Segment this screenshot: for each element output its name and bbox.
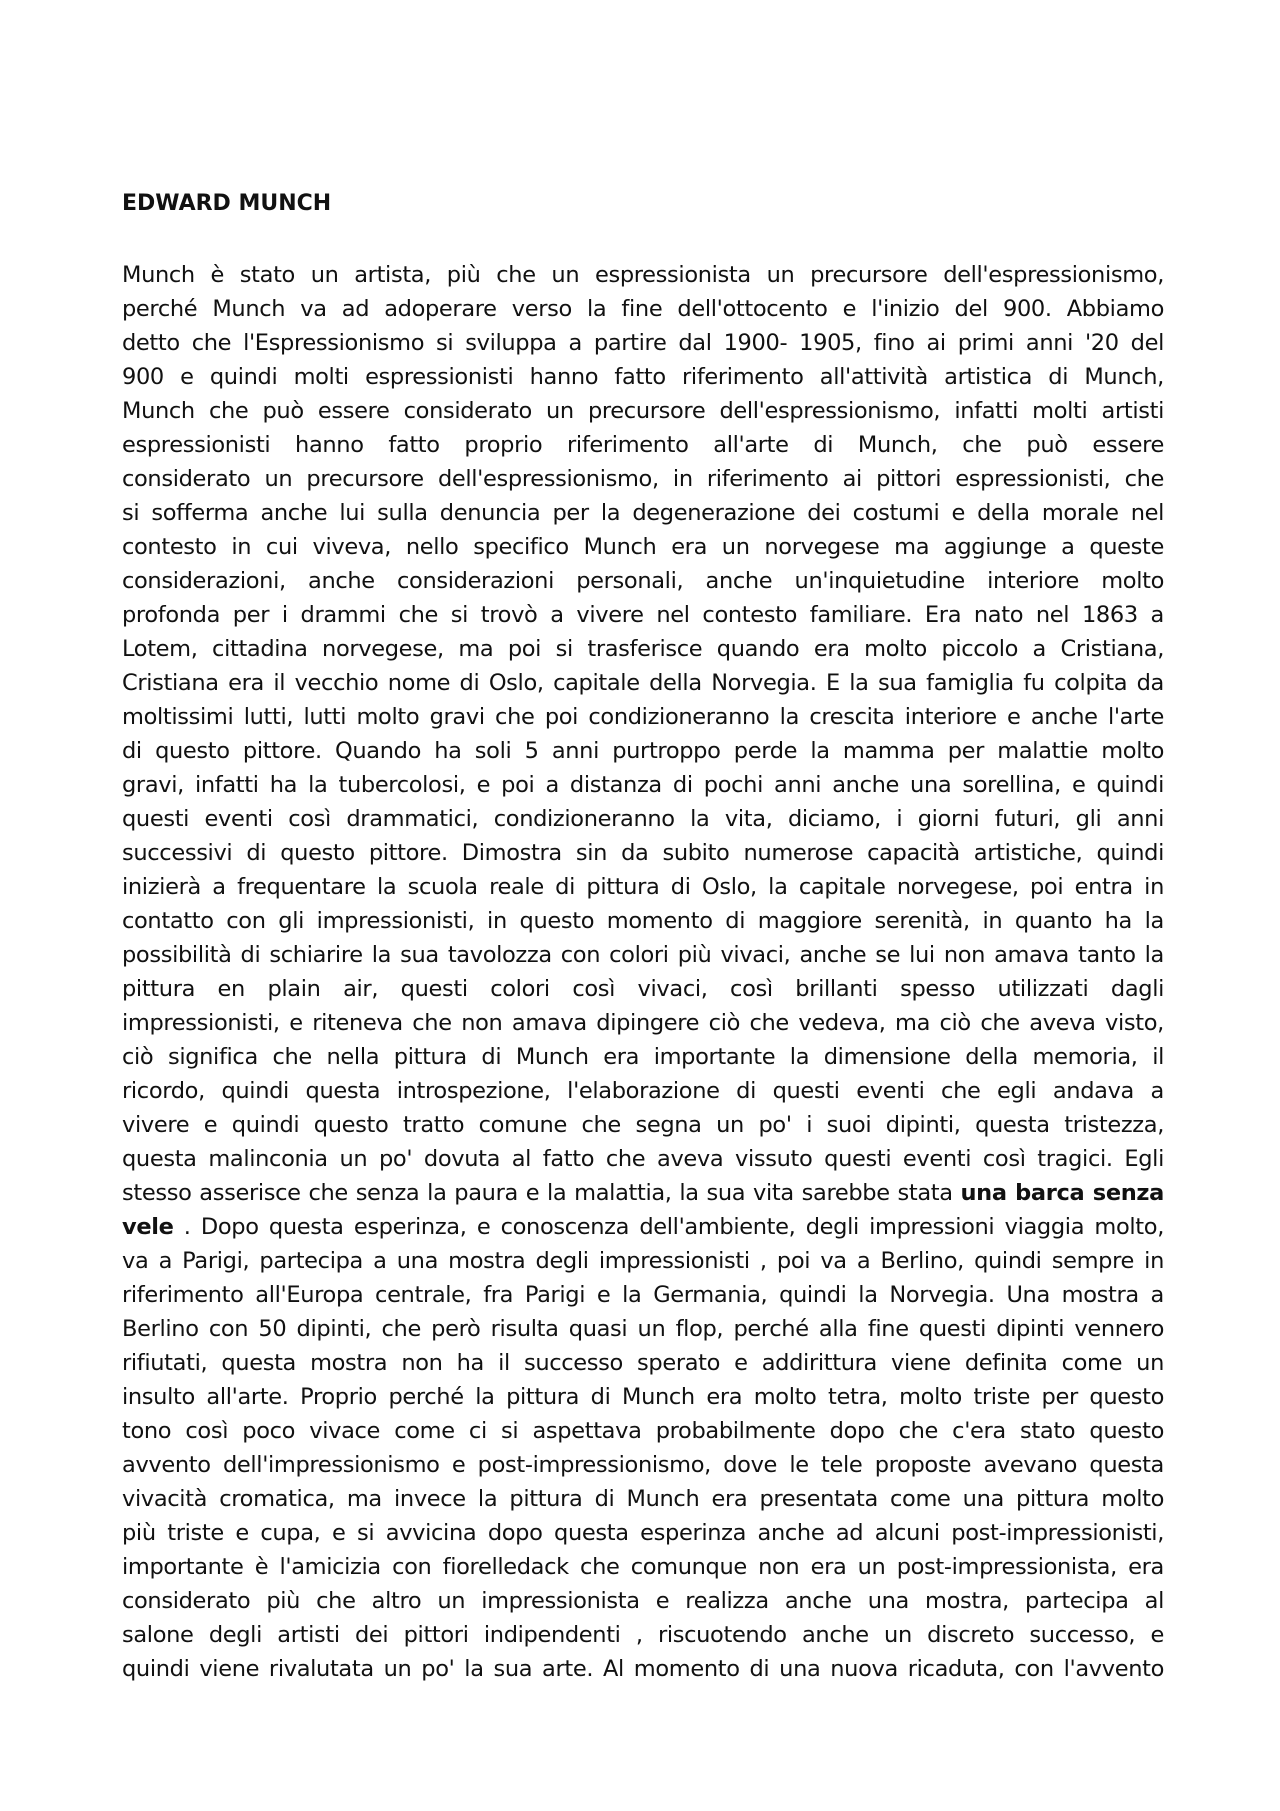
text-line: Munch è stato un artista, più che un espressionista un precursore dell'espressionismo, [122,262,1164,288]
text-line: gravi, infatti ha la tubercolosi, e poi a distanza di pochi anni anche una sorellina, e quindi [122,772,1164,798]
text-line: importante è l'amicizia con fiorelledack che comunque non era un post-impressionista, era [122,1554,1164,1580]
text-line: di questo pittore. Quando ha soli 5 anni purtroppo perde la mamma per malattie molto [122,738,1164,764]
text-line: avvento dell'impressionismo e post-impressionismo, dove le tele proposte avevano questa [122,1452,1164,1478]
text-line: salone degli artisti dei pittori indipendenti , riscuotendo anche un discreto successo, e [122,1622,1164,1648]
text-line: questa malinconia un po' dovuta al fatto che aveva vissuto questi eventi così tragici. Egli [122,1146,1164,1172]
text-line: rifiutati, questa mostra non ha il successo sperato e addirittura viene definita come un [122,1350,1164,1376]
text-line: contesto in cui viveva, nello specifico Munch era un norvegese ma aggiunge a queste [122,534,1164,560]
text-line: ciò significa che nella pittura di Munch era importante la dimensione della memoria, il [122,1044,1164,1070]
text-line: impressionisti, e riteneva che non amava dipingere ciò che vedeva, ma ciò che aveva visto, [122,1010,1164,1036]
text-line: perché Munch va ad adoperare verso la fine dell'ottocento e l'inizio del 900. Abbiamo [122,296,1164,322]
text-line: 900 e quindi molti espressionisti hanno fatto riferimento all'attività artistica di Munch, [122,364,1164,390]
text-line: detto che l'Espressionismo si sviluppa a partire dal 1900- 1905, fino ai primi anni '20 del [122,330,1164,356]
text-line: successivi di questo pittore. Dimostra sin da subito numerose capacità artistiche, quindi [122,840,1164,866]
text-line: moltissimi lutti, lutti molto gravi che poi condizioneranno la crescita interiore e anche l'arte [122,704,1164,730]
text-line: pittura en plain air, questi colori così vivaci, così brillanti spesso utilizzati dagli [122,976,1164,1002]
body-paragraph [122,258,1164,1686]
text-line: vivere e quindi questo tratto comune che segna un po' i suoi dipinti, questa tristezza, [122,1112,1164,1138]
bold-phrase: una barca senza [960,1180,1164,1206]
text-line: considerato un precursore dell'espressionismo, in riferimento ai pittori espressionisti, che [122,466,1164,492]
text-segment: . Dopo questa esperinza, e conoscenza dell'ambiente, degli impressioni viaggia molto, [173,1214,1164,1240]
text-segment: stesso asserisce che senza la paura e la malattia, la sua vita sarebbe stata [122,1180,961,1206]
text-line: si sofferma anche lui sulla denuncia per la degenerazione dei costumi e della morale nel [122,500,1164,526]
text-line: Berlino con 50 dipinti, che però risulta quasi un flop, perché alla fine questi dipinti vennero [122,1316,1164,1342]
text-line: va a Parigi, partecipa a una mostra degli impressionisti , poi va a Berlino, quindi sempre in [122,1248,1164,1274]
text-line: insulto all'arte. Proprio perché la pittura di Munch era molto tetra, molto triste per questo [122,1384,1164,1410]
document-title: EDWARD MUNCH [122,191,332,216]
text-line: quindi viene rivalutata un po' la sua arte. Al momento di una nuova ricaduta, con l'avvento [122,1656,1164,1682]
text-line: considerazioni, anche considerazioni personali, anche un'inquietudine interiore molto [122,568,1164,594]
text-line: possibilità di schiarire la sua tavolozza con colori più vivaci, anche se lui non amava tanto la [122,942,1164,968]
text-line: inizierà a frequentare la scuola reale di pittura di Oslo, la capitale norvegese, poi entra in [122,874,1164,900]
text-line: considerato più che altro un impressionista e realizza anche una mostra, partecipa al [122,1588,1164,1614]
text-line: Lotem, cittadina norvegese, ma poi si trasferisce quando era molto piccolo a Cristiana, [122,636,1164,662]
text-line: più triste e cupa, e si avvicina dopo questa esperinza anche ad alcuni post-impressionisti, [122,1520,1164,1546]
text-line: contatto con gli impressionisti, in questo momento di maggiore serenità, in quanto ha la [122,908,1164,934]
text-line: riferimento all'Europa centrale, fra Parigi e la Germania, quindi la Norvegia. Una mostra a [122,1282,1164,1308]
text-line: ricordo, quindi questa introspezione, l'elaborazione di questi eventi che egli andava a [122,1078,1164,1104]
bold-phrase: vele [122,1214,174,1240]
text-line: espressionisti hanno fatto proprio riferimento all'arte di Munch, che può essere [122,432,1164,458]
text-line-with-bold [122,1176,1164,1210]
text-line: tono così poco vivace come ci si aspettava probabilmente dopo che c'era stato questo [122,1418,1164,1444]
text-line: profonda per i drammi che si trovò a vivere nel contesto familiare. Era nato nel 1863 a [122,602,1164,628]
text-line: vivacità cromatica, ma invece la pittura di Munch era presentata come una pittura molto [122,1486,1164,1512]
text-line: Cristiana era il vecchio nome di Oslo, capitale della Norvegia. E la sua famiglia fu colpita da [122,670,1164,696]
text-line: questi eventi così drammatici, condizioneranno la vita, diciamo, i giorni futuri, gli anni [122,806,1164,832]
text-line: Munch che può essere considerato un precursore dell'espressionismo, infatti molti artisti [122,398,1164,424]
text-line-with-bold [122,1210,1164,1244]
